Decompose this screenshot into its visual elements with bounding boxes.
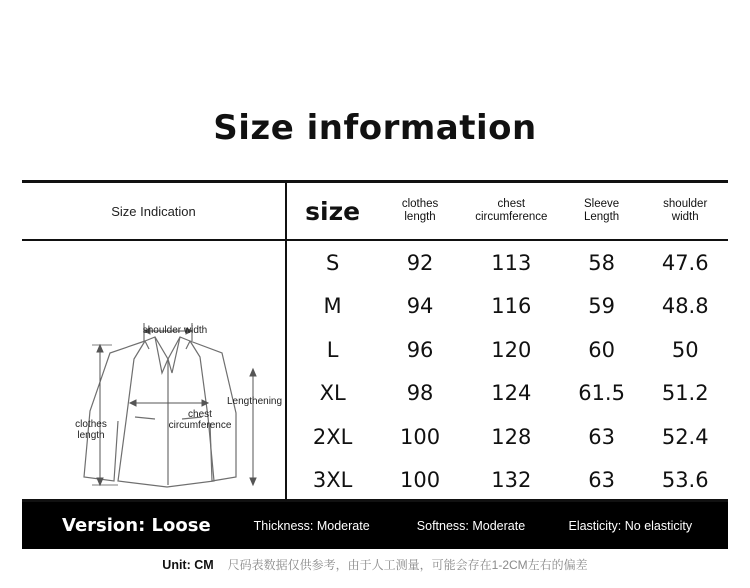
table-row	[287, 285, 728, 329]
cell-clothes-length: 100	[400, 424, 441, 449]
page-title: Size information	[213, 108, 537, 148]
table-header-cells	[287, 183, 728, 239]
cell-sleeve: 59	[588, 294, 615, 319]
cell-chest: 124	[491, 381, 532, 406]
header-clothes-length-line1: clothes	[401, 198, 439, 210]
attribute-version: Version: Loose	[62, 515, 211, 536]
cell-chest: 116	[491, 294, 532, 319]
cell-shoulder: 52.4	[661, 424, 709, 449]
cell-chest: 113	[491, 250, 532, 275]
cell-sleeve: 63	[588, 468, 615, 493]
diagram-label-shoulder-width: shoulder width	[142, 325, 208, 336]
cell-sleeve: 58	[588, 250, 615, 275]
header-shoulder-line2: width	[671, 211, 699, 223]
cell-shoulder: 47.6	[661, 250, 709, 275]
table-row	[287, 372, 728, 416]
diagram-label-chest-line2: circumference	[168, 420, 232, 431]
size-table	[22, 180, 728, 502]
cell-clothes-length: 92	[406, 250, 434, 275]
cell-sleeve: 61.5	[578, 381, 625, 406]
cell-size: 3XL	[312, 468, 353, 493]
cell-clothes-length: 100	[400, 468, 441, 493]
table-row	[287, 241, 728, 285]
cell-shoulder: 53.6	[661, 468, 709, 493]
diagram-label-clothes-length	[66, 419, 116, 441]
header-sleeve-line2: Length	[583, 211, 620, 223]
diagram-label-lengthening: Lengthening	[227, 396, 283, 407]
coat-illustration	[22, 241, 285, 501]
attributes-bar	[22, 502, 728, 549]
header-shoulder-line1: shoulder	[663, 198, 708, 210]
table-header-row	[22, 183, 728, 241]
header-clothes-length	[378, 198, 462, 224]
cell-clothes-length: 98	[406, 381, 434, 406]
cell-size: 2XL	[312, 424, 353, 449]
header-shoulder-width	[642, 198, 728, 224]
header-sleeve-length	[561, 198, 643, 224]
header-clothes-length-line2: length	[404, 211, 436, 223]
garment-diagram	[22, 241, 285, 499]
cell-size: M	[323, 294, 342, 319]
diagram-label-chest	[162, 409, 238, 431]
cell-shoulder: 51.2	[661, 381, 709, 406]
cell-sleeve: 63	[588, 424, 615, 449]
measurement-disclaimer: 尺码表数据仅供参考，由于人工测量，可能会存在1-2CM左右的偏差	[227, 558, 588, 572]
cell-clothes-length: 94	[406, 294, 434, 319]
size-indication-header: Size Indication	[111, 203, 196, 219]
attribute-softness: Softness: Moderate	[416, 518, 526, 533]
cell-shoulder: 50	[671, 337, 699, 362]
header-chest-line1: chest	[497, 198, 526, 210]
diagram-label-clothes-line1: clothes	[75, 419, 107, 430]
cell-chest: 128	[491, 424, 532, 449]
cell-shoulder: 48.8	[661, 294, 709, 319]
diagram-label-chest-line1: chest	[188, 409, 212, 420]
header-chest-line2: circumference	[475, 211, 548, 223]
cell-sleeve: 60	[588, 337, 615, 362]
table-row	[287, 328, 728, 372]
cell-size: S	[325, 250, 340, 275]
unit-label: Unit: CM	[162, 558, 214, 572]
table-row	[287, 415, 728, 459]
attribute-thickness: Thickness: Moderate	[253, 518, 370, 533]
cell-chest: 132	[491, 468, 532, 493]
table-row	[287, 459, 728, 503]
header-chest-circumference	[462, 198, 561, 224]
attribute-elasticity: Elasticity: No elasticity	[568, 518, 693, 533]
table-body	[287, 241, 728, 499]
header-size: size	[305, 196, 361, 226]
cell-clothes-length: 96	[406, 337, 434, 362]
cell-size: L	[326, 337, 339, 362]
unit-note-row	[0, 556, 750, 573]
diagram-label-clothes-line2: length	[77, 430, 105, 441]
header-sleeve-line1: Sleeve	[584, 198, 620, 210]
cell-size: XL	[319, 381, 346, 406]
cell-chest: 120	[491, 337, 532, 362]
